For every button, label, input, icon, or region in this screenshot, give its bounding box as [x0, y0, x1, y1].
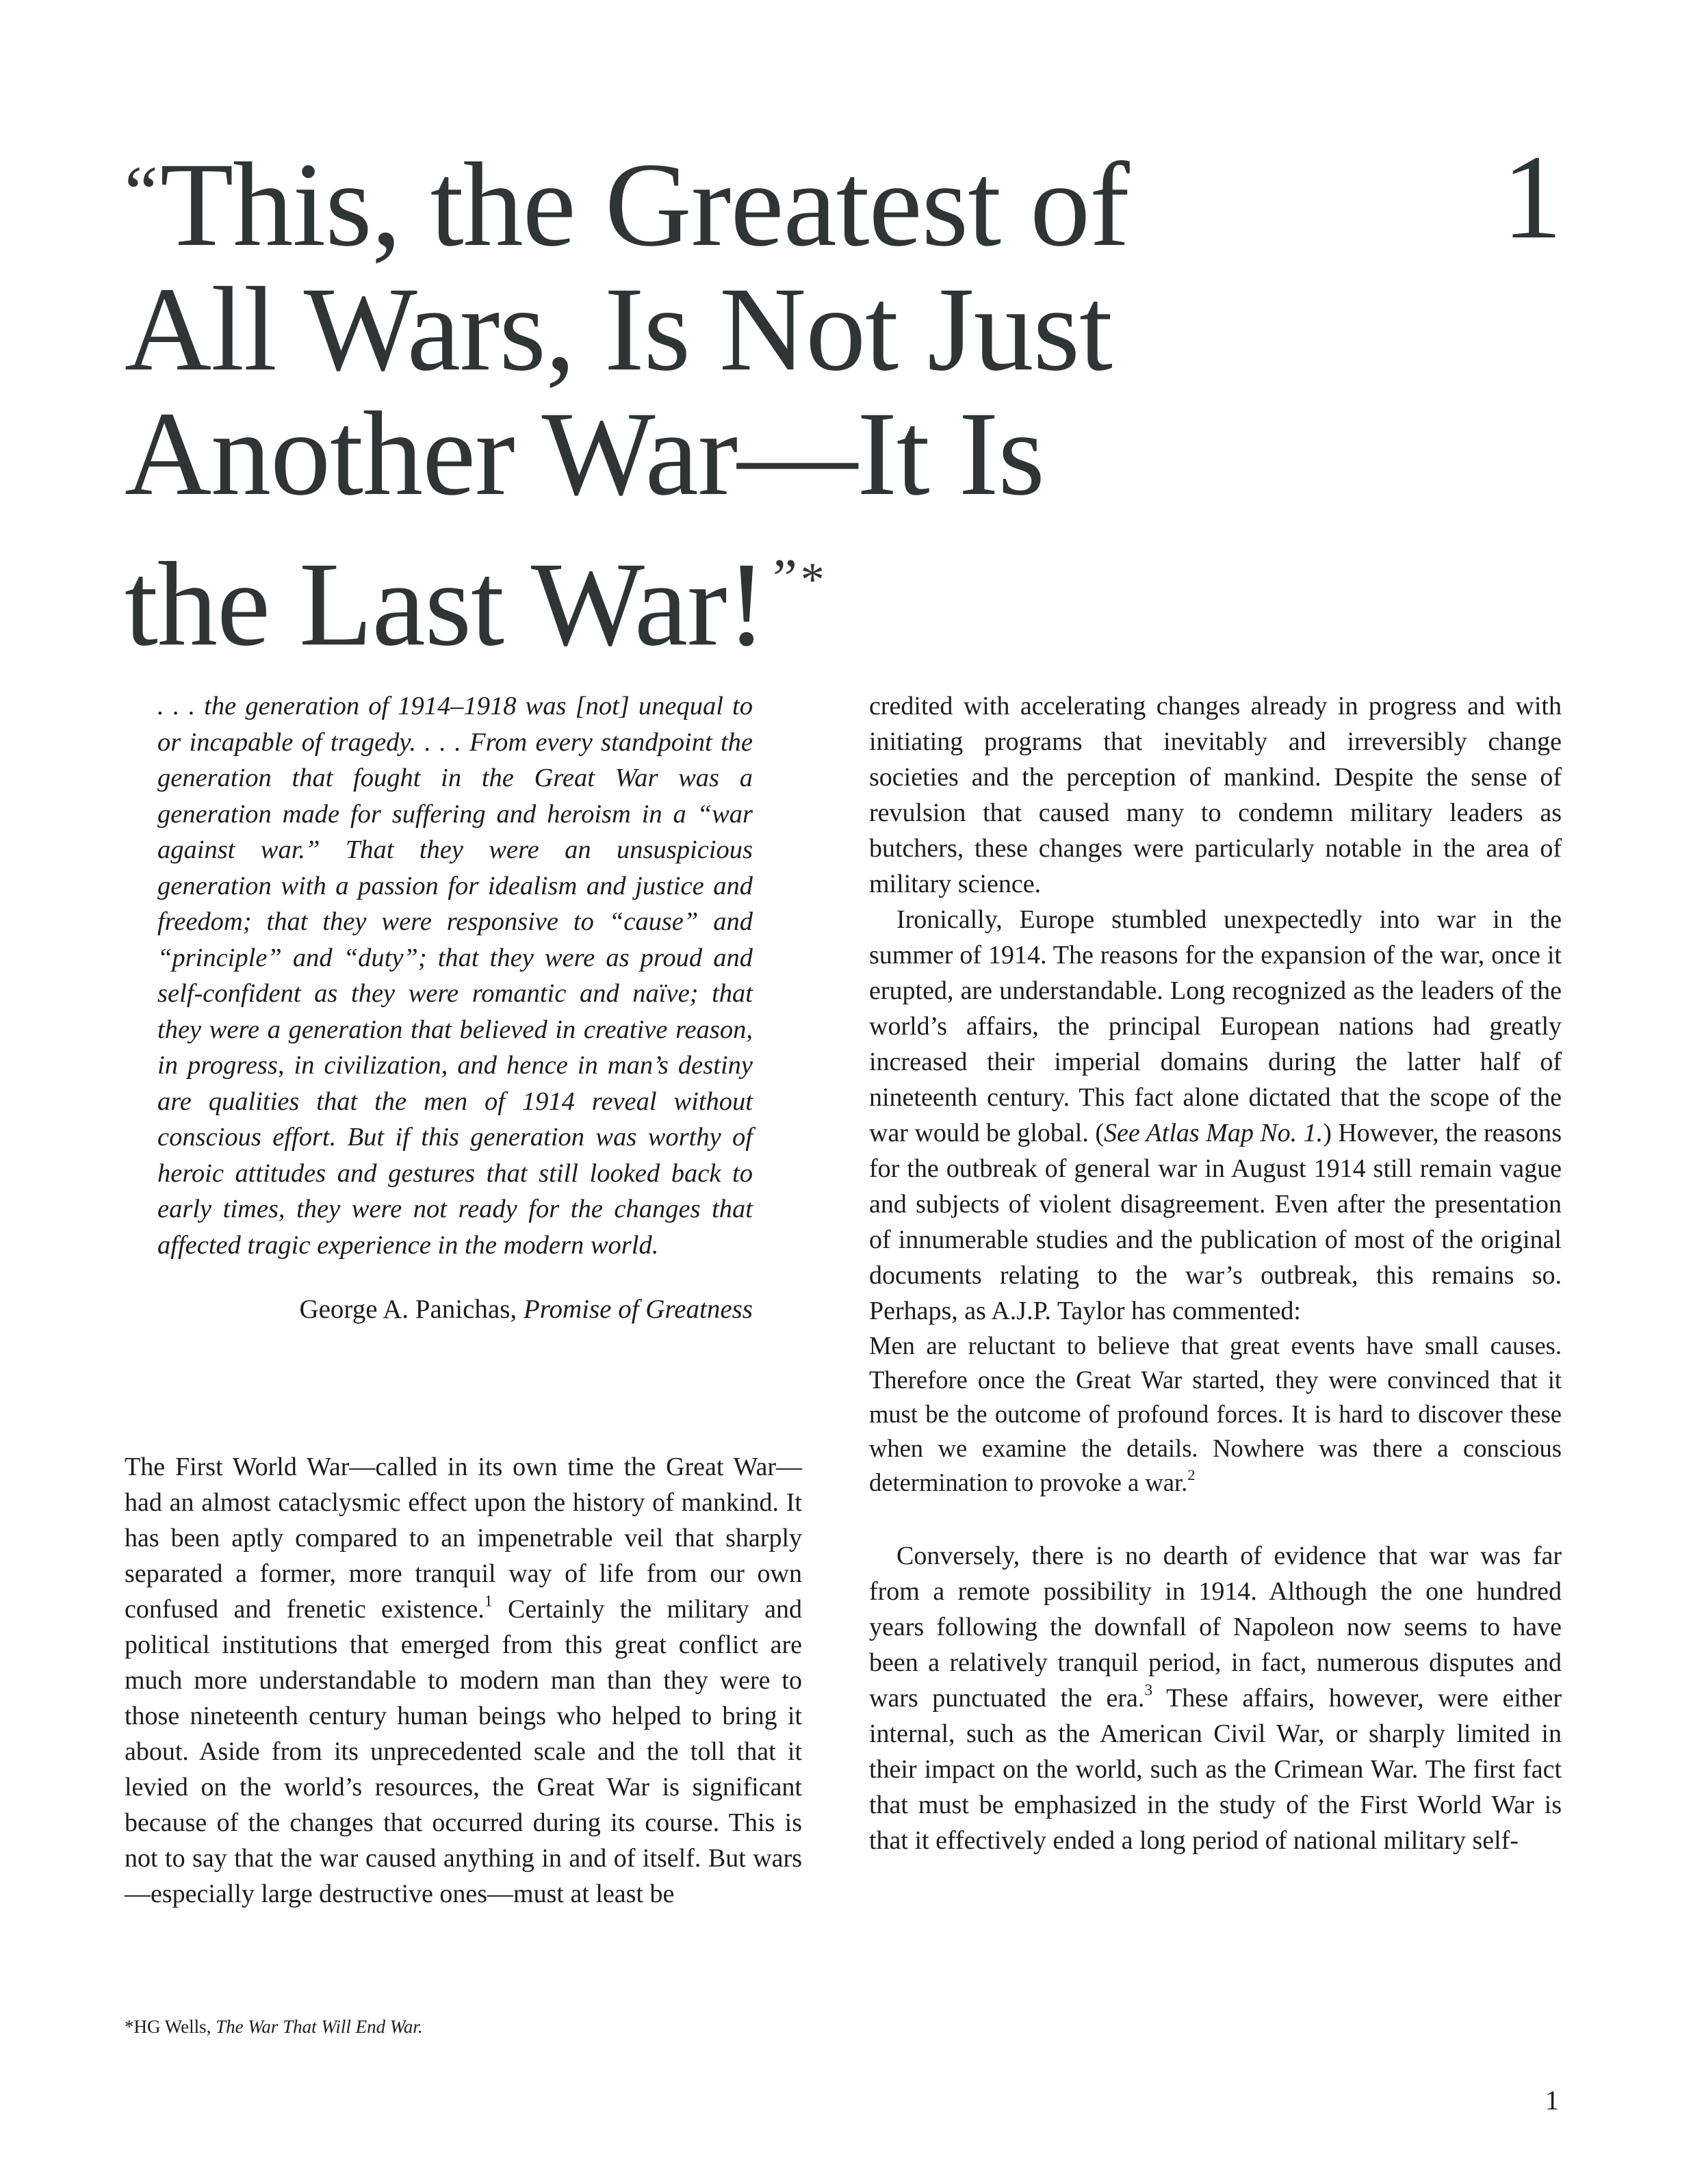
epigraph-block — [157, 688, 753, 1327]
ironically-text-part-1: Ironically, Europe stumbled unexpectedly into war in the summer of 1914. The reasons for the expansion of the war, once it erupted, are understandable. Long recognized as the leaders of the world’s affairs, the principal European nations had greatly increased their imperial domains during the latter half of nineteenth century. This fact alone dictated that the scope of the war would be global. ( — [869, 905, 1562, 1147]
footnote-ref-1: 1 — [484, 1592, 493, 1611]
chapter-title — [125, 130, 1425, 671]
title-line-2: All Wars, Is Not Just — [125, 263, 1112, 396]
title-asterisk: * — [800, 554, 824, 606]
page-number: 1 — [1545, 2085, 1559, 2116]
epigraph-text: . . . the generation of 1914–1918 was [not] unequal to or incapable of tragedy. . . . From every standpoint the generation that fought in the Great War was a generation made for suffering and heroism in a “war against war.” That they were an unsuspicious generation with a passion for idealism and justice and freedom; that they were responsive to “cause” and “principle” and “duty”; that they were as proud and self-confident as they were romantic and naïve; that they were a generation that believed in creative reason, in progress, in civilization, and hence in man’s destiny are qualities that the men of 1914 reveal without conscious effort. But if this generation was worthy of heroic attitudes and gestures that still looked back to early times, they were not ready for the changes that affected tragic experience in the modern world. — [157, 692, 753, 1260]
title-line-3: Another War—It Is — [125, 387, 1044, 521]
title-line-4 — [125, 517, 1425, 671]
right-column — [869, 688, 1562, 1858]
continuation-paragraph: credited with accelerating changes already in progress and with initiating programs that inevitably and irreversibly change societies and the perception of mankind. Despite the sense of revulsion that caused many to condemn military leaders as butchers, these changes were particularly notable in the area of military science. — [869, 692, 1562, 898]
title-line-1-text: This, the Greatest of — [159, 138, 1129, 272]
closing-quote-mark: ” — [773, 549, 797, 609]
ironically-text-part-2: ) However, the reasons for the outbreak of general war in August 1914 still remain vague and subjects of violent disagreement. Even after the presentation of innumerable studies and the publication of most of the original documents relating to the war’s outbreak, this remains so. Perhaps, as A.J.P. Taylor has commented: — [869, 1119, 1562, 1325]
footnote — [125, 2014, 740, 2039]
footnote-prefix: *HG Wells, — [125, 2016, 216, 2037]
intro-paragraph — [125, 1449, 802, 1912]
title-line-4-text: the Last War! — [125, 538, 766, 671]
epigraph-author: George A. Panichas, — [299, 1295, 517, 1324]
epigraph-attribution — [157, 1292, 753, 1327]
ironically-paragraph — [869, 902, 1562, 1329]
opening-quote-mark: “ — [125, 151, 157, 234]
intro-text-part-2: Certainly the military and political institutions that emerged from this great conflict are much more understandable to modern man than they were to those nineteenth century human beings who helped to bring it about. Aside from its unprecedented scale and the toll that it levied on the world’s resources, the Great War is significant because of the changes that occurred during its course. This is not to say that the war caused anything in and of itself. But wars—especially large destructive ones—must at least be — [125, 1595, 802, 1908]
atlas-reference: See Atlas Map No. 1. — [1104, 1119, 1324, 1147]
title-line-1 — [125, 130, 1425, 272]
taylor-block-quote — [869, 1329, 1562, 1500]
footnote-title: The War That Will End War. — [216, 2016, 423, 2037]
conversely-text-part-2: These affairs, however, were either internal, such as the American Civil War, or sharply limited in their impact on the world, such as the Crimean War. The first fact that must be emphasized in the study of the First World War is that it effectively ended a long period of national military self- — [869, 1684, 1562, 1855]
intro-text-part-1: The First World War—called in its own time the Great War—had an almost cataclysmic effect upon the history of mankind. It has been aptly compared to an impenetrable veil that sharply separated a former, more tranquil way of life from our own confused and frenetic existence. — [125, 1453, 802, 1624]
footnote-ref-3: 3 — [1144, 1681, 1153, 1700]
left-column-body — [125, 1449, 802, 1912]
footnote-ref-2: 2 — [1187, 1466, 1196, 1484]
chapter-number: 1 — [1502, 131, 1562, 264]
epigraph-source: Promise of Greatness — [523, 1295, 753, 1324]
taylor-quote-text: Men are reluctant to believe that great events have small causes. Therefore once the Great War started, they were convinced that it must be the outcome of profound forces. It is hard to discover these when we examine the details. Nowhere was there a conscious determination to provoke a war. — [869, 1331, 1562, 1496]
conversely-paragraph — [869, 1538, 1562, 1858]
conversely-text-part-1: Conversely, there is no dearth of evidence that war was far from a remote possibility in 1914. Although the one hundred years following the downfall of Napoleon now seems to have been a relatively tranquil period, in fact, numerous disputes and wars punctuated the era. — [869, 1542, 1562, 1713]
